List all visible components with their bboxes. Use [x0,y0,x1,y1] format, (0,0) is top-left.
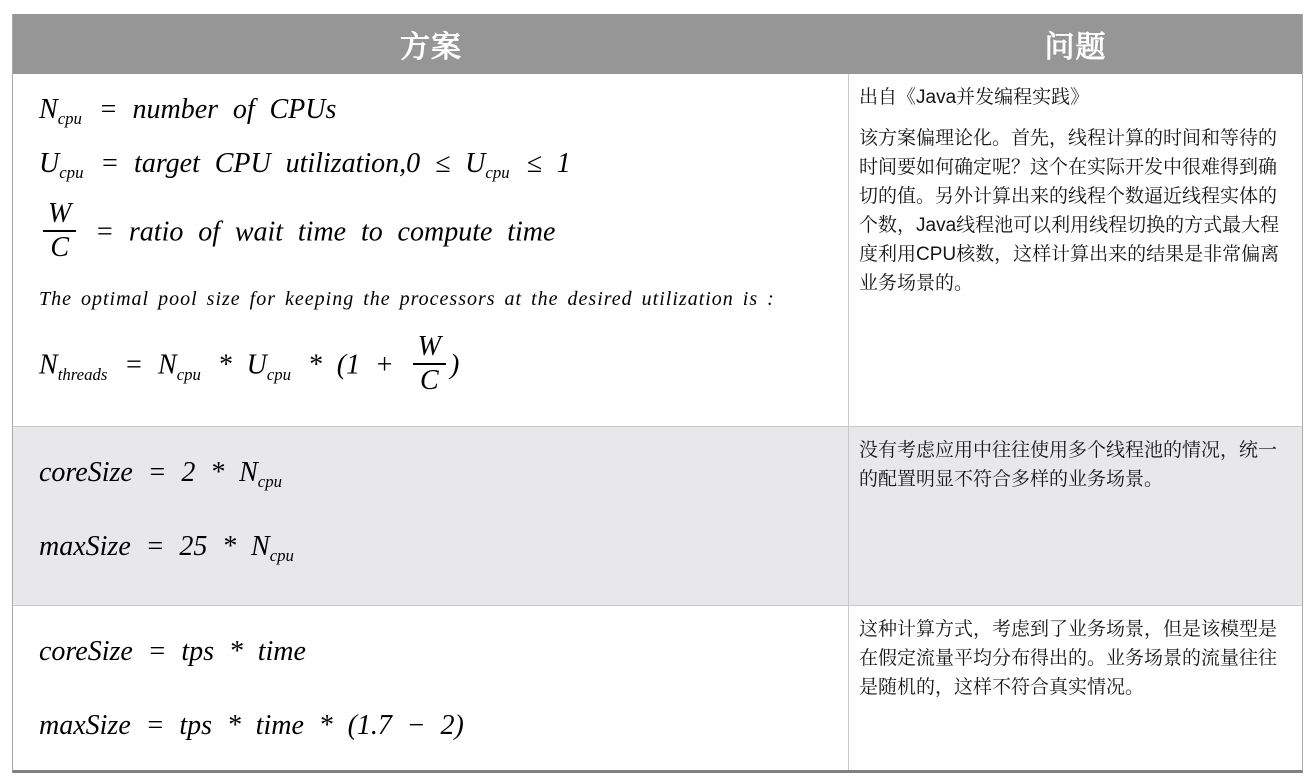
formula: $N_{threads} = N_{cpu} * U_{cpu} * (1$ + $\frac{W}{C}$ ) [39,331,460,397]
subscript: cpu [59,162,84,182]
subscript: cpu [485,162,510,182]
scheme-cell-2 [13,427,849,605]
subscript: threads [57,365,108,384]
subscript: cpu [266,365,292,384]
header-cell-issue: 问题 [1044,31,1107,64]
formula: $U_{cpu}$ = target CPU utilization,0 ≤ $U_{cpu} \le 1$ [39,148,571,182]
fraction [413,332,446,396]
formula: coreSize = tps * time [39,636,306,667]
fraction-denominator: C [419,365,439,397]
formula: $N_{cpu}$ = number of CPUs [39,94,337,128]
formula-note: The optimal pool size for keeping the processors at the desired utilization is : [39,288,775,311]
issue-paragraph: 出自《Java并发编程实践》 [859,87,1090,108]
subscript: cpu [257,471,282,491]
formula: maxSize = tps * time * (1.7 − 2) [39,710,464,741]
fraction-denominator: C [50,231,69,263]
table-row-1 [13,74,1302,426]
table-row-3 [13,605,1302,770]
issue-cell-1 [849,74,1302,426]
fraction-numerator: W [413,332,446,365]
scheme-cell-3 [13,606,849,770]
table-row-2 [13,426,1302,605]
issue-paragraph: 这种计算方式，考虑到了业务场景，但是该模型是在假定流量平均分布得出的。业务场景的流量往往是随机的，这样不符合真实情况。 [859,619,1278,698]
formula: coreSize = $2 * N_{cpu}$ [39,457,282,491]
formula: maxSize = $25 * N_{cpu}$ [39,531,294,565]
fraction [43,199,76,263]
issue-paragraph: 没有考虑应用中往往使用多个线程池的情况，统一的配置明显不符合多样的业务场景。 [859,440,1278,490]
subscript: cpu [176,365,201,384]
scheme-cell-1 [13,74,849,426]
table-header-row [13,14,1302,74]
issue-paragraph: 该方案偏理论化。首先，线程计算的时间和等待的时间要如何确定呢？这个在实际开发中很难得到确切的值。另外计算出来的线程个数逼近线程实体的个数，Java线程池可以利用线程切换的方式最大程度利用CPU核数，这样计算出来的结果是非常偏离业务场景的。 [859,128,1280,294]
issue-cell-3 [849,606,1302,770]
issue-cell-2 [849,427,1302,605]
header-cell-scheme: 方案 [400,31,462,64]
formula: $\frac{W}{C}$ = ratio of wait time to compute time [39,202,842,266]
subscript: cpu [269,545,294,565]
fraction-numerator: W [43,199,76,232]
subscript: cpu [57,108,82,128]
comparison-table [12,14,1303,773]
